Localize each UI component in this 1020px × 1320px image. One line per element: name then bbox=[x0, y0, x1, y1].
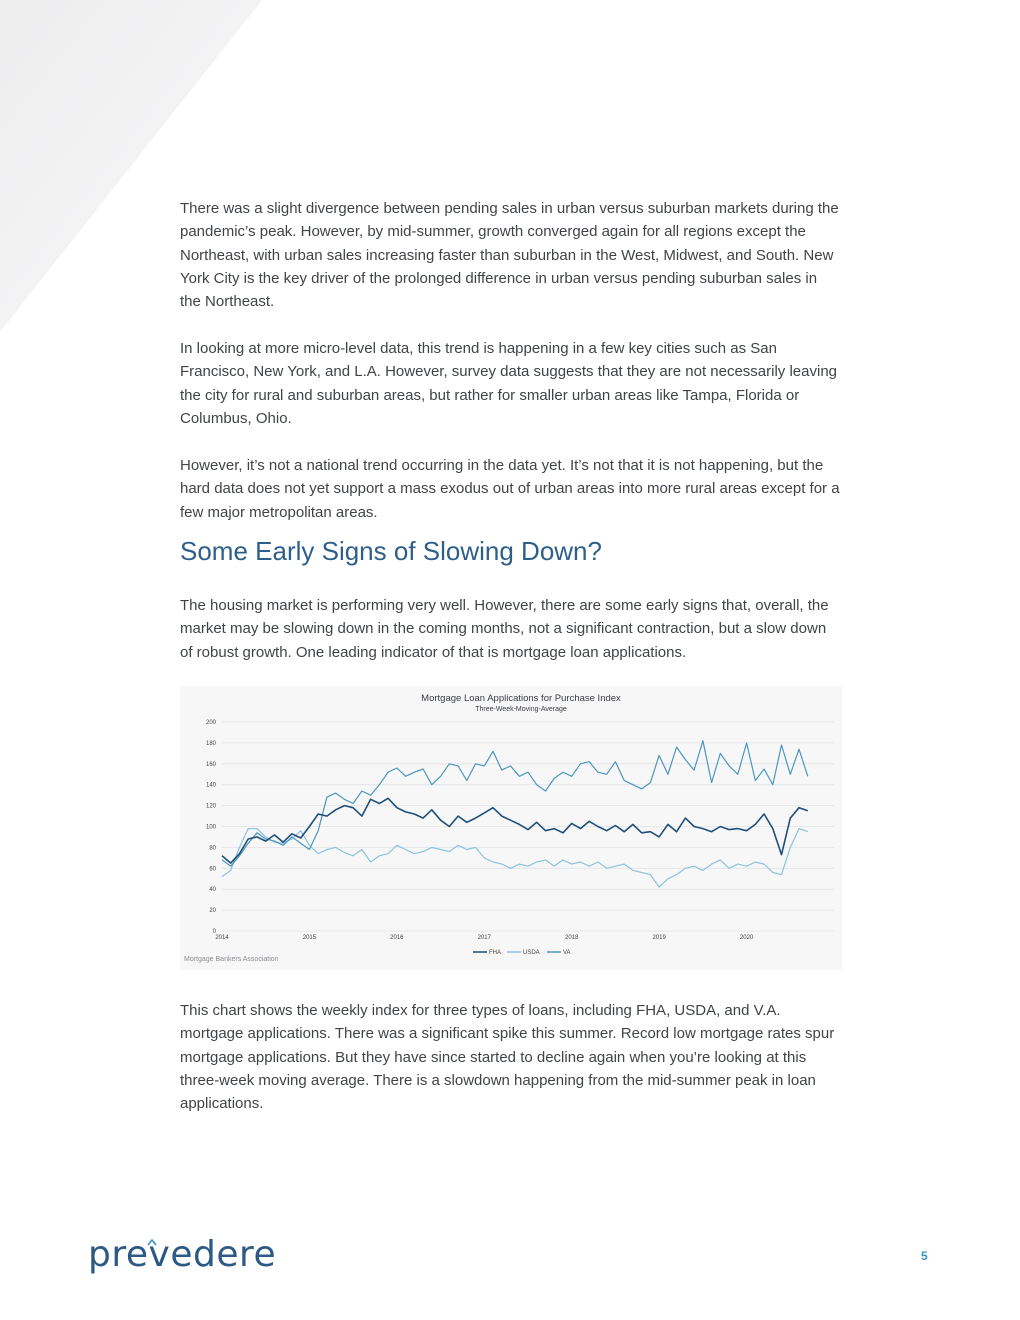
chart-x-axis bbox=[215, 935, 754, 941]
legend-label-usda: USDA bbox=[523, 950, 540, 956]
x-tick-label: 2020 bbox=[739, 935, 754, 941]
y-tick-label: 80 bbox=[209, 845, 216, 852]
chart-legend bbox=[473, 950, 571, 956]
paragraph-housing-market: The housing market is performing very well. However, there are some early signs that, overall, the market may be slowing down in the coming months, not a significant contraction, but a slow down of robust growth. One leading indicator of that is mortgage loan applications. bbox=[180, 597, 829, 661]
x-tick-label: 2014 bbox=[215, 935, 229, 941]
chart-gridlines bbox=[222, 722, 834, 931]
legend-label-fha: FHA bbox=[489, 950, 501, 956]
y-tick-label: 120 bbox=[205, 803, 216, 810]
y-tick-label: 0 bbox=[212, 929, 216, 935]
legend-label-va: VA bbox=[563, 950, 571, 956]
logo-arrow-icon bbox=[147, 1238, 157, 1246]
series-line-fha bbox=[222, 798, 808, 863]
x-tick-label: 2015 bbox=[302, 935, 317, 941]
y-tick-label: 160 bbox=[205, 761, 216, 768]
prevedere-logo: prevedere bbox=[88, 1234, 277, 1275]
x-tick-label: 2019 bbox=[652, 935, 666, 941]
x-tick-label: 2018 bbox=[565, 935, 579, 941]
series-line-usda bbox=[222, 829, 808, 888]
y-tick-label: 200 bbox=[205, 720, 216, 726]
chart-series bbox=[222, 741, 808, 887]
paragraph-chart-explanation: This chart shows the weekly index for three types of loans, including FHA, USDA, and V.A. mortgage applications. There was a significant spike this summer. Record low mortgage rates spur mortgage applications. But they have since started to decline again when you’re looking at this three-week moving average. There is a slowdown happening from the mid-summer peak in loan applications. bbox=[180, 1002, 835, 1113]
paragraph-micro-level: In looking at more micro-level data, this trend is happening in a few key cities such as San Francisco, New York, and L.A. However, survey data suggests that they are not necessarily leaving the city for rural and suburban areas, but rather for smaller urban areas like Tampa, Florida or Columbus, Ohio. bbox=[180, 340, 838, 427]
y-tick-label: 180 bbox=[205, 740, 216, 747]
chart-source: Mortgage Bankers Association bbox=[184, 956, 279, 963]
y-tick-label: 60 bbox=[209, 866, 216, 873]
chart-canvas bbox=[180, 686, 842, 970]
page-number: 5 bbox=[921, 1249, 928, 1263]
y-tick-label: 140 bbox=[205, 782, 216, 789]
chart-y-axis bbox=[206, 720, 217, 935]
y-tick-label: 20 bbox=[209, 908, 216, 915]
section-heading: Some Early Signs of Slowing Down? bbox=[180, 536, 602, 566]
chart-title: Mortgage Loan Applications for Purchase Index bbox=[421, 693, 621, 704]
paragraph-national-trend: However, it’s not a national trend occurring in the data yet. It’s not that it is not happening, but the hard data does not yet support a mass exodus out of urban areas into more rural areas except for a few major metropolitan areas. bbox=[180, 457, 840, 521]
mortgage-chart bbox=[180, 686, 842, 970]
chart-subtitle: Three-Week-Moving-Average bbox=[475, 706, 567, 713]
y-tick-label: 40 bbox=[209, 887, 216, 894]
y-tick-label: 100 bbox=[205, 824, 216, 831]
paragraph-urban-suburban: There was a slight divergence between pending sales in urban versus suburban markets during the pandemic’s peak. However, by mid-summer, growth converged again for all regions except the Northeast, with urban sales increasing faster than suburban in the West, Midwest, and South. New York City is the key driver of the prolonged difference in urban versus pending suburban sales in the Northeast. bbox=[180, 200, 839, 311]
x-tick-label: 2017 bbox=[477, 935, 491, 941]
x-tick-label: 2016 bbox=[390, 935, 404, 941]
